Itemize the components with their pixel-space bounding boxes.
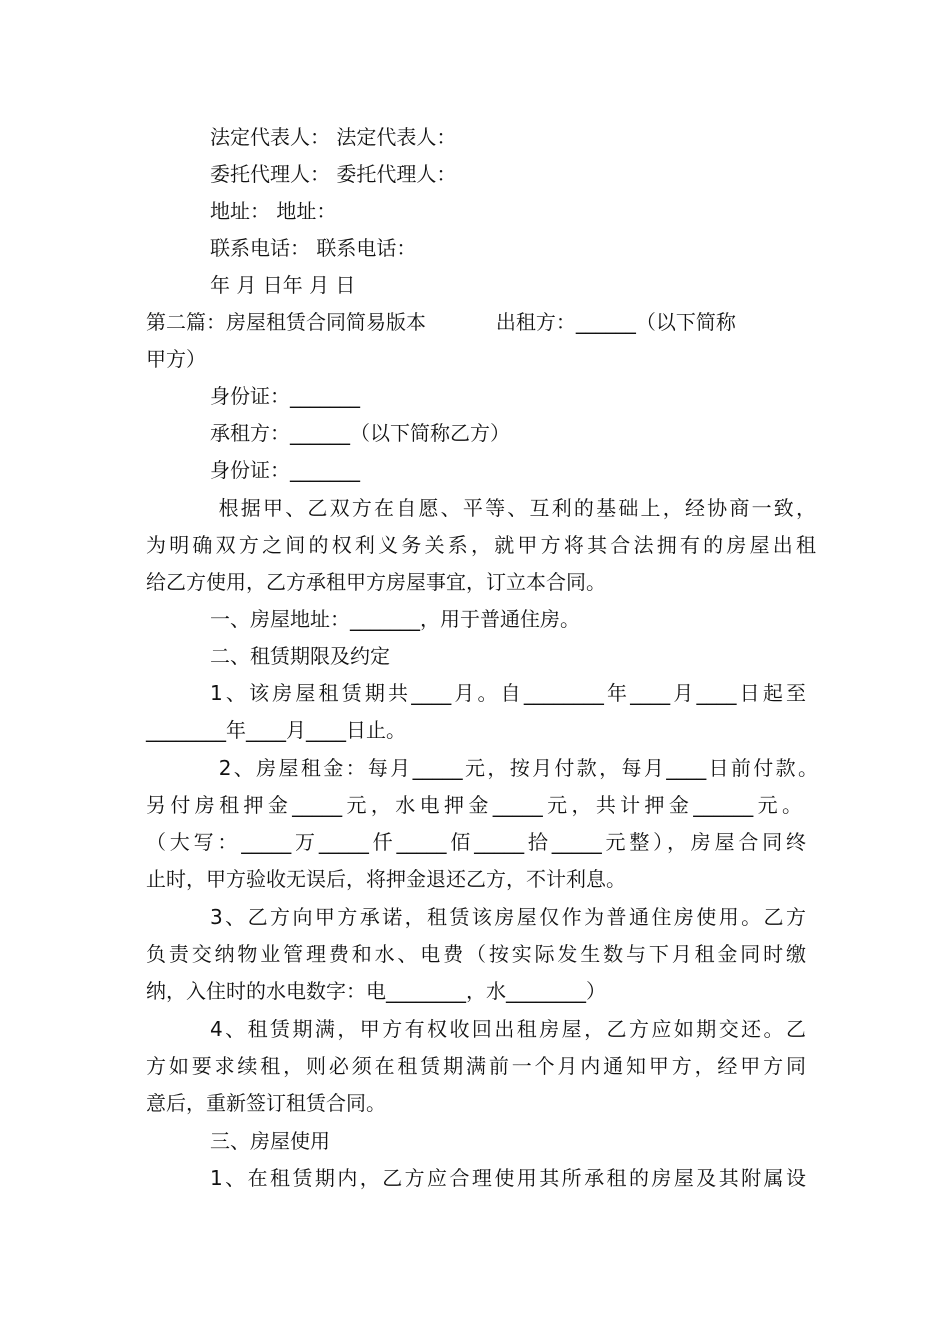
term-line-1: 1、该房屋租赁期共____月。自________年____月____日起至 bbox=[210, 681, 806, 705]
lessee-id-line: 身份证：_______ bbox=[210, 458, 360, 482]
use-line-1: 3、乙方向甲方承诺，租赁该房屋仅作为普通住房使用。乙方 bbox=[210, 905, 806, 929]
preamble-line-3: 给乙方使用，乙方承租甲方房屋事宜，订立本合同。 bbox=[146, 570, 606, 594]
section-heading-cont: 甲方） bbox=[146, 347, 206, 371]
term-line-2: ________年____月____日止。 bbox=[146, 718, 406, 742]
use-line-2: 负责交纳物业管理费和水、电费（按实际发生数与下月租金同时缴 bbox=[146, 942, 806, 966]
renewal-line-3: 意后，重新签订租赁合同。 bbox=[146, 1091, 386, 1115]
preamble-line-1: 根据甲、乙双方在自愿、平等、互利的基础上，经协商一致， bbox=[210, 496, 816, 520]
phone-line: 联系电话： 联系电话： bbox=[210, 236, 417, 260]
date-line: 年 月 日年 月 日 bbox=[210, 273, 356, 297]
renewal-line-1: 4、租赁期满，甲方有权收回出租房屋，乙方应如期交还。乙 bbox=[210, 1017, 806, 1041]
clause-term-heading: 二、租赁期限及约定 bbox=[210, 644, 390, 668]
lessor-id-line: 身份证：_______ bbox=[210, 384, 360, 408]
use-line-3: 纳，入住时的水电数字：电________，水________） bbox=[146, 979, 606, 1003]
renewal-line-2: 方如要求续租，则必须在租赁期满前一个月内通知甲方，经甲方同 bbox=[146, 1054, 806, 1078]
rent-line-4: 止时，甲方验收无误后，将押金退还乙方，不计利息。 bbox=[146, 867, 626, 891]
usage-line-1: 1、在租赁期内，乙方应合理使用其所承租的房屋及其附属设 bbox=[210, 1166, 806, 1190]
preamble-line-2: 为明确双方之间的权利义务关系，就甲方将其合法拥有的房屋出租 bbox=[146, 533, 816, 557]
address-line: 地址： 地址： bbox=[210, 199, 337, 223]
clause-address: 一、房屋地址：_______，用于普通住房。 bbox=[210, 607, 580, 631]
clause-usage-heading: 三、房屋使用 bbox=[210, 1129, 330, 1153]
rent-line-3: （大写：_____万_____仟_____佰_____拾_____元整），房屋合同终 bbox=[146, 830, 806, 854]
section-heading: 第二篇：房屋租赁合同简易版本 出租方：______（以下简称 bbox=[146, 310, 736, 334]
rent-line-2: 另付房租押金_____元，水电押金_____元，共计押金______元。 bbox=[146, 793, 802, 817]
rent-line-1: 2、房屋租金：每月_____元，按月付款，每月____日前付款。 bbox=[210, 756, 818, 780]
agent-line: 委托代理人： 委托代理人： bbox=[210, 162, 457, 186]
lessee-line: 承租方：______（以下简称乙方） bbox=[210, 421, 510, 445]
legal-rep-line: 法定代表人： 法定代表人： bbox=[210, 125, 457, 149]
